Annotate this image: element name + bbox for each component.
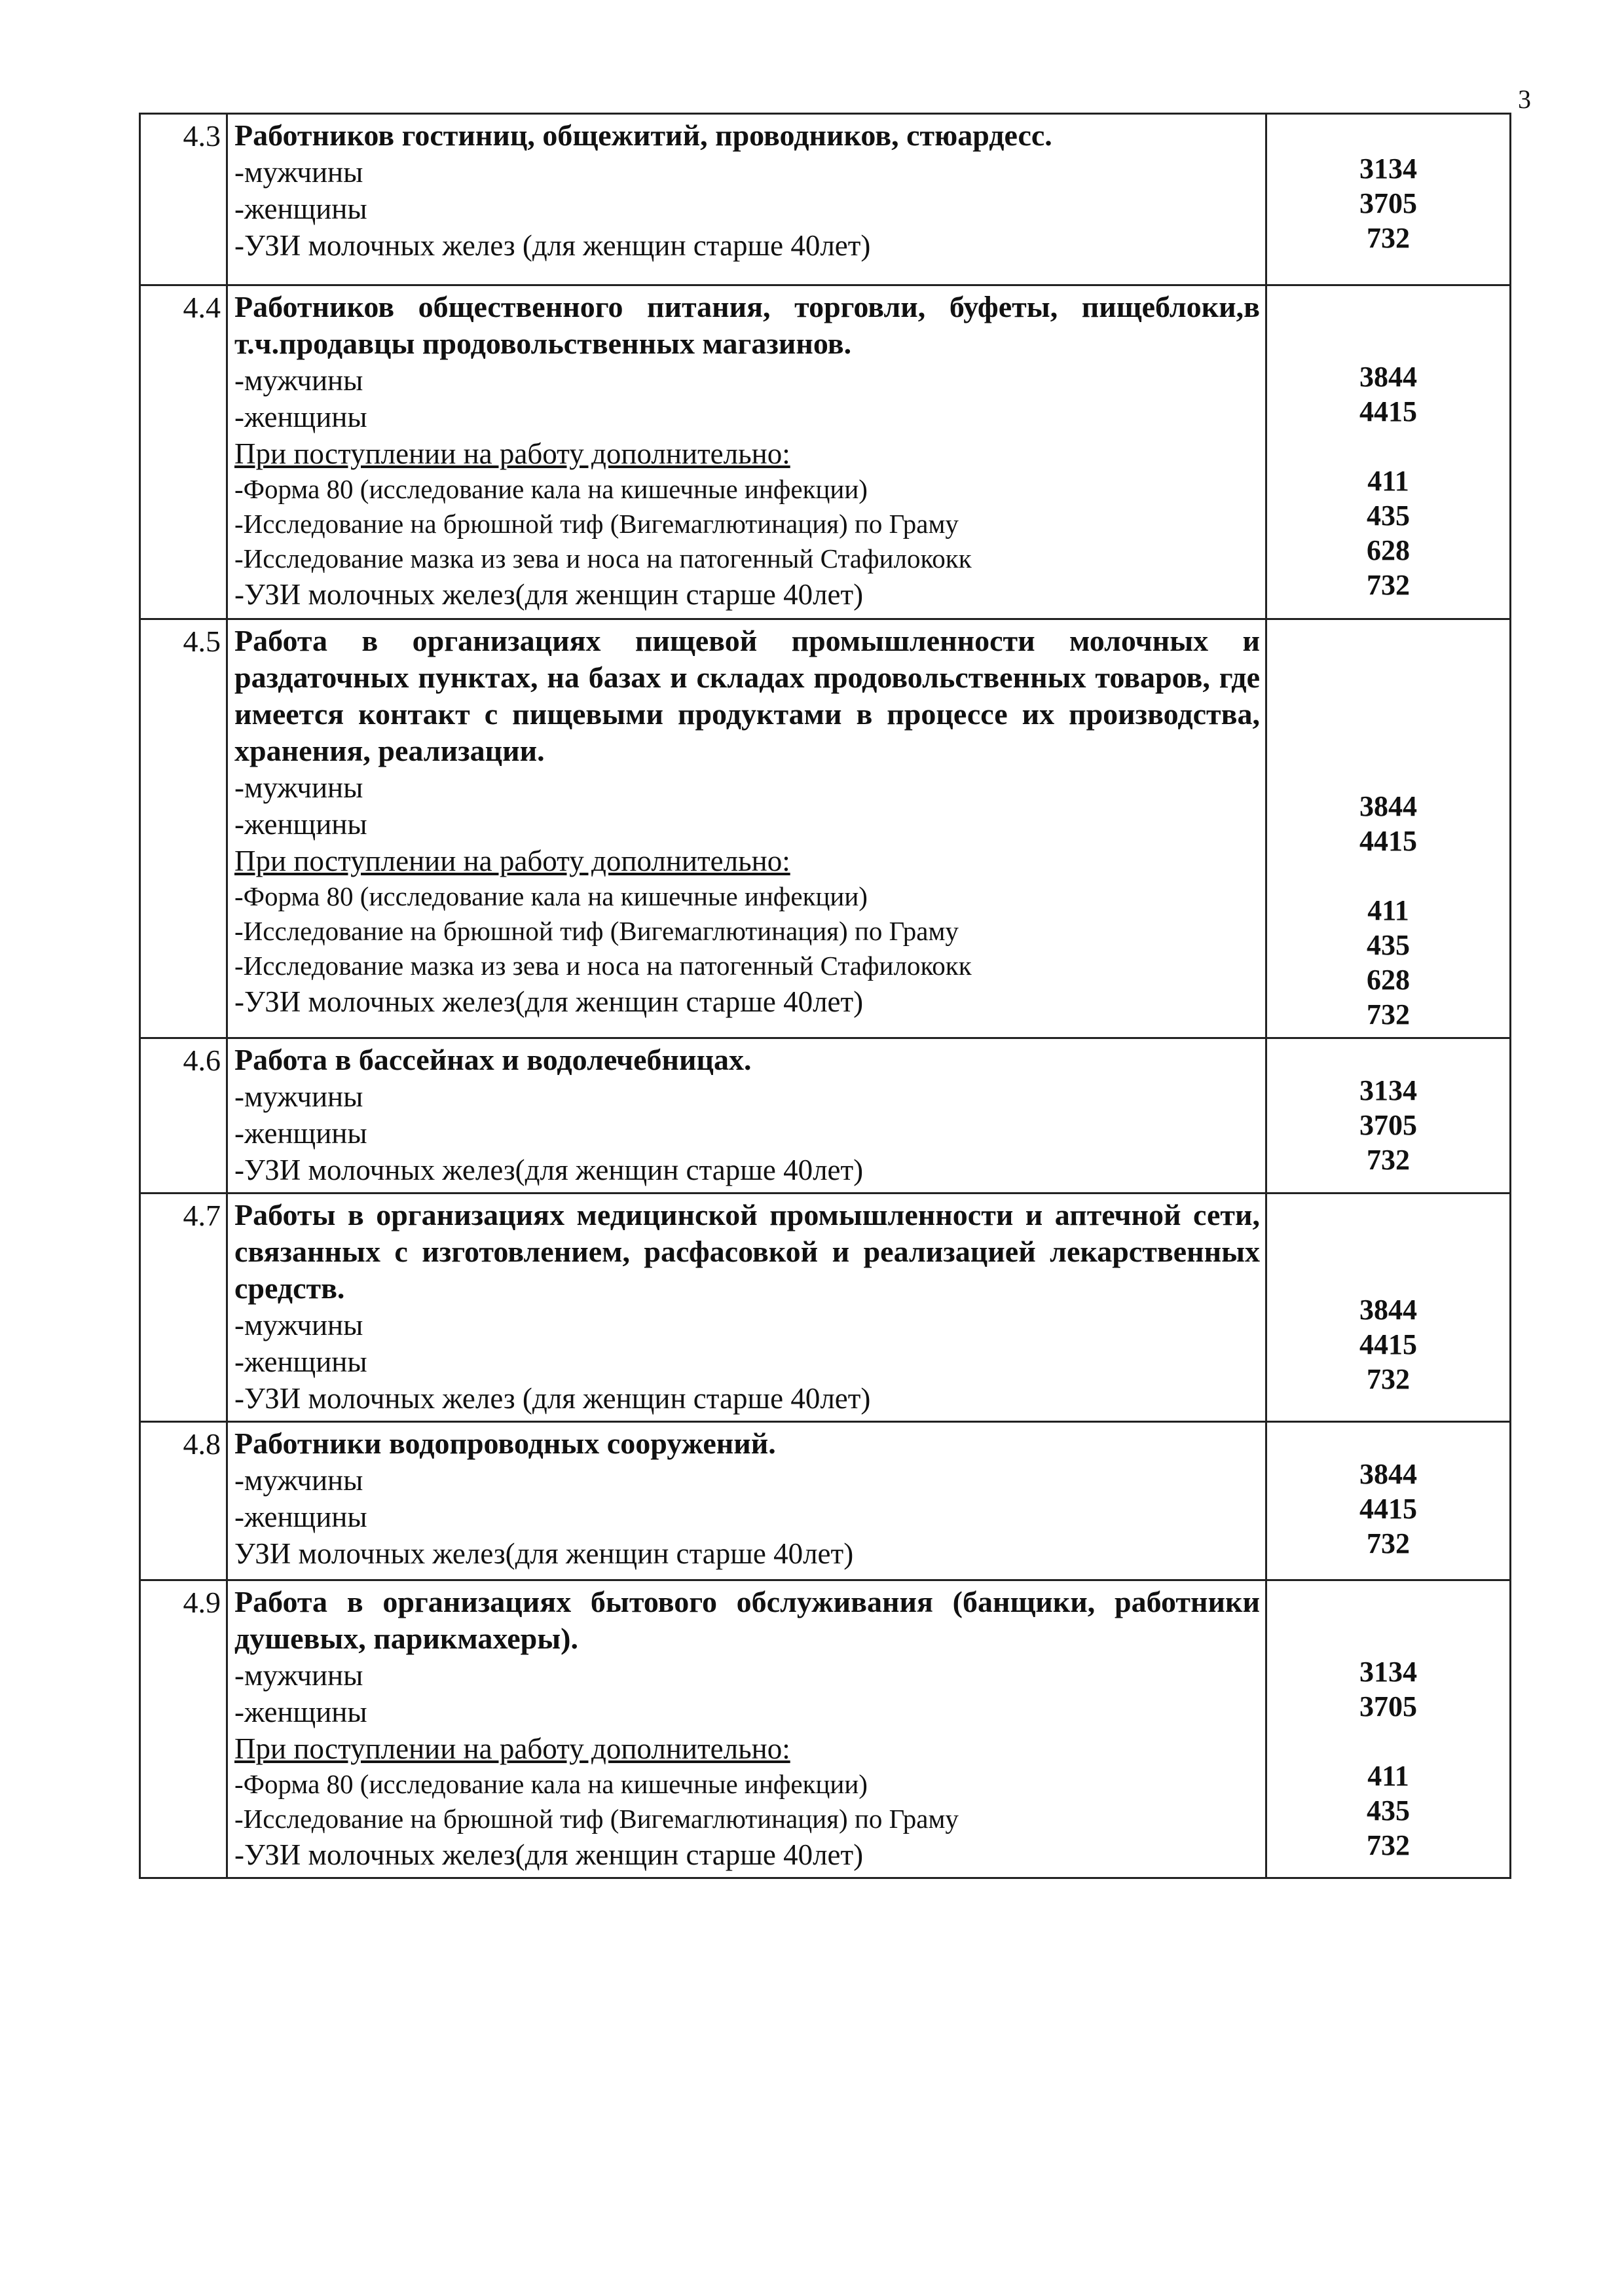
line-ultrasound: -УЗИ молочных желез (для женщин старше 40лет) — [234, 229, 871, 262]
row-description — [227, 1580, 1266, 1878]
table-row — [140, 1038, 1511, 1194]
value-men: 3844 — [1359, 1458, 1417, 1490]
value-typhoid: 435 — [1367, 1795, 1410, 1827]
line-men: -мужчины — [234, 156, 363, 189]
value-form80: 411 — [1367, 1760, 1409, 1792]
line-men: -мужчины — [234, 771, 363, 804]
extra-line-form80: -Форма 80 (исследование кала на кишечные инфекции) — [234, 881, 868, 911]
row-description — [227, 1422, 1266, 1580]
row-number: 4.8 — [140, 1422, 227, 1580]
line-ultrasound: -УЗИ молочных желез (для женщин старше 40лет) — [234, 1382, 871, 1415]
extra-line-form80: -Форма 80 (исследование кала на кишечные инфекции) — [234, 474, 868, 504]
line-ultrasound: -УЗИ молочных желез(для женщин старше 40лет) — [234, 1154, 864, 1186]
line-women: -женщины — [234, 808, 367, 841]
row-values — [1266, 114, 1511, 285]
row-description — [227, 114, 1266, 285]
line-women: -женщины — [234, 1345, 367, 1378]
table-row — [140, 619, 1511, 1038]
row-number: 4.9 — [140, 1580, 227, 1878]
table-row — [140, 285, 1511, 619]
value-men: 3134 — [1359, 1656, 1417, 1688]
value-women: 4415 — [1359, 825, 1417, 857]
extra-header: При поступлении на работу дополнительно: — [234, 437, 790, 470]
row-description — [227, 619, 1266, 1038]
row-values — [1266, 1422, 1511, 1580]
row-values — [1266, 1194, 1511, 1422]
table-row — [140, 114, 1511, 285]
line-women: -женщины — [234, 1696, 367, 1728]
value-women: 4415 — [1359, 1493, 1417, 1525]
line-women: -женщины — [234, 1117, 367, 1150]
value-ultrasound: 732 — [1367, 569, 1410, 601]
row-values — [1266, 285, 1511, 619]
line-men: -мужчины — [234, 1659, 363, 1692]
value-men: 3134 — [1359, 1074, 1417, 1106]
line-ultrasound: УЗИ молочных желез(для женщин старше 40лет) — [234, 1537, 854, 1570]
row-title: Работа в организациях пищевой промышленности молочных и раздаточных пунктах, на базах и складах продовольственных товаров, где имеется контакт с пищевыми продуктами в процессе их производства, хранения, реализации. — [234, 624, 1260, 767]
page-number: 3 — [1518, 84, 1531, 114]
value-typhoid: 435 — [1367, 500, 1410, 532]
line-women: -женщины — [234, 401, 367, 433]
row-values — [1266, 619, 1511, 1038]
line-ultrasound: -УЗИ молочных желез(для женщин старше 40лет) — [234, 985, 864, 1018]
value-women: 3705 — [1359, 187, 1417, 219]
value-ultrasound: 732 — [1367, 1144, 1410, 1176]
value-men: 3134 — [1359, 153, 1417, 185]
row-values — [1266, 1580, 1511, 1878]
row-description — [227, 1038, 1266, 1194]
line-men: -мужчины — [234, 1309, 363, 1341]
table-row — [140, 1580, 1511, 1878]
row-description — [227, 1194, 1266, 1422]
value-staphylococcus: 628 — [1367, 534, 1410, 566]
medical-exam-table — [139, 113, 1511, 1879]
row-title: Работники водопроводных сооружений. — [234, 1427, 776, 1460]
value-men: 3844 — [1359, 1294, 1417, 1326]
row-number: 4.4 — [140, 285, 227, 619]
line-men: -мужчины — [234, 364, 363, 397]
extra-line-staphylococcus: -Исследование мазка из зева и носа на патогенный Стафилококк — [234, 543, 972, 574]
value-women: 4415 — [1359, 1328, 1417, 1360]
table-row — [140, 1422, 1511, 1580]
value-form80: 411 — [1367, 894, 1409, 926]
row-number: 4.6 — [140, 1038, 227, 1194]
row-title: Работа в организациях бытового обслуживания (банщики, работники душевых, парикмахеры). — [234, 1585, 1260, 1655]
extra-line-typhoid: -Исследование на брюшной тиф (Вигемаглютинация) по Граму — [234, 1804, 959, 1834]
value-women: 3705 — [1359, 1690, 1417, 1722]
line-men: -мужчины — [234, 1080, 363, 1113]
value-men: 3844 — [1359, 361, 1417, 393]
value-men: 3844 — [1359, 790, 1417, 822]
value-ultrasound: 732 — [1367, 1829, 1410, 1861]
value-staphylococcus: 628 — [1367, 964, 1410, 996]
value-women: 4415 — [1359, 395, 1417, 428]
row-values — [1266, 1038, 1511, 1194]
value-typhoid: 435 — [1367, 929, 1410, 961]
value-ultrasound: 732 — [1367, 222, 1410, 254]
value-ultrasound: 732 — [1367, 1527, 1410, 1559]
row-number: 4.5 — [140, 619, 227, 1038]
row-title: Работников гостиниц, общежитий, проводников, стюардесс. — [234, 118, 1052, 152]
value-ultrasound: 732 — [1367, 998, 1410, 1030]
table-row — [140, 1194, 1511, 1422]
extra-line-typhoid: -Исследование на брюшной тиф (Вигемаглютинация) по Граму — [234, 509, 959, 539]
line-ultrasound: -УЗИ молочных желез(для женщин старше 40лет) — [234, 1838, 864, 1871]
row-number: 4.7 — [140, 1194, 227, 1422]
row-description — [227, 285, 1266, 619]
value-ultrasound: 732 — [1367, 1363, 1410, 1395]
line-men: -мужчины — [234, 1464, 363, 1497]
extra-line-form80: -Форма 80 (исследование кала на кишечные инфекции) — [234, 1769, 868, 1799]
extra-line-staphylococcus: -Исследование мазка из зева и носа на патогенный Стафилококк — [234, 951, 972, 981]
row-title: Работников общественного питания, торговли, буфеты, пищеблоки,в т.ч.продавцы продовольственных магазинов. — [234, 290, 1260, 360]
value-form80: 411 — [1367, 465, 1409, 497]
line-women: -женщины — [234, 192, 367, 225]
line-women: -женщины — [234, 1501, 367, 1533]
extra-header: При поступлении на работу дополнительно: — [234, 845, 790, 877]
extra-line-typhoid: -Исследование на брюшной тиф (Вигемаглютинация) по Граму — [234, 916, 959, 946]
extra-header: При поступлении на работу дополнительно: — [234, 1732, 790, 1765]
line-ultrasound: -УЗИ молочных желез(для женщин старше 40лет) — [234, 578, 864, 611]
value-women: 3705 — [1359, 1109, 1417, 1141]
row-number: 4.3 — [140, 114, 227, 285]
row-title: Работа в бассейнах и водолечебницах. — [234, 1043, 752, 1076]
row-title: Работы в организациях медицинской промышленности и аптечной сети, связанных с изготовлением, расфасовкой и реализацией лекарственных средств. — [234, 1198, 1260, 1305]
